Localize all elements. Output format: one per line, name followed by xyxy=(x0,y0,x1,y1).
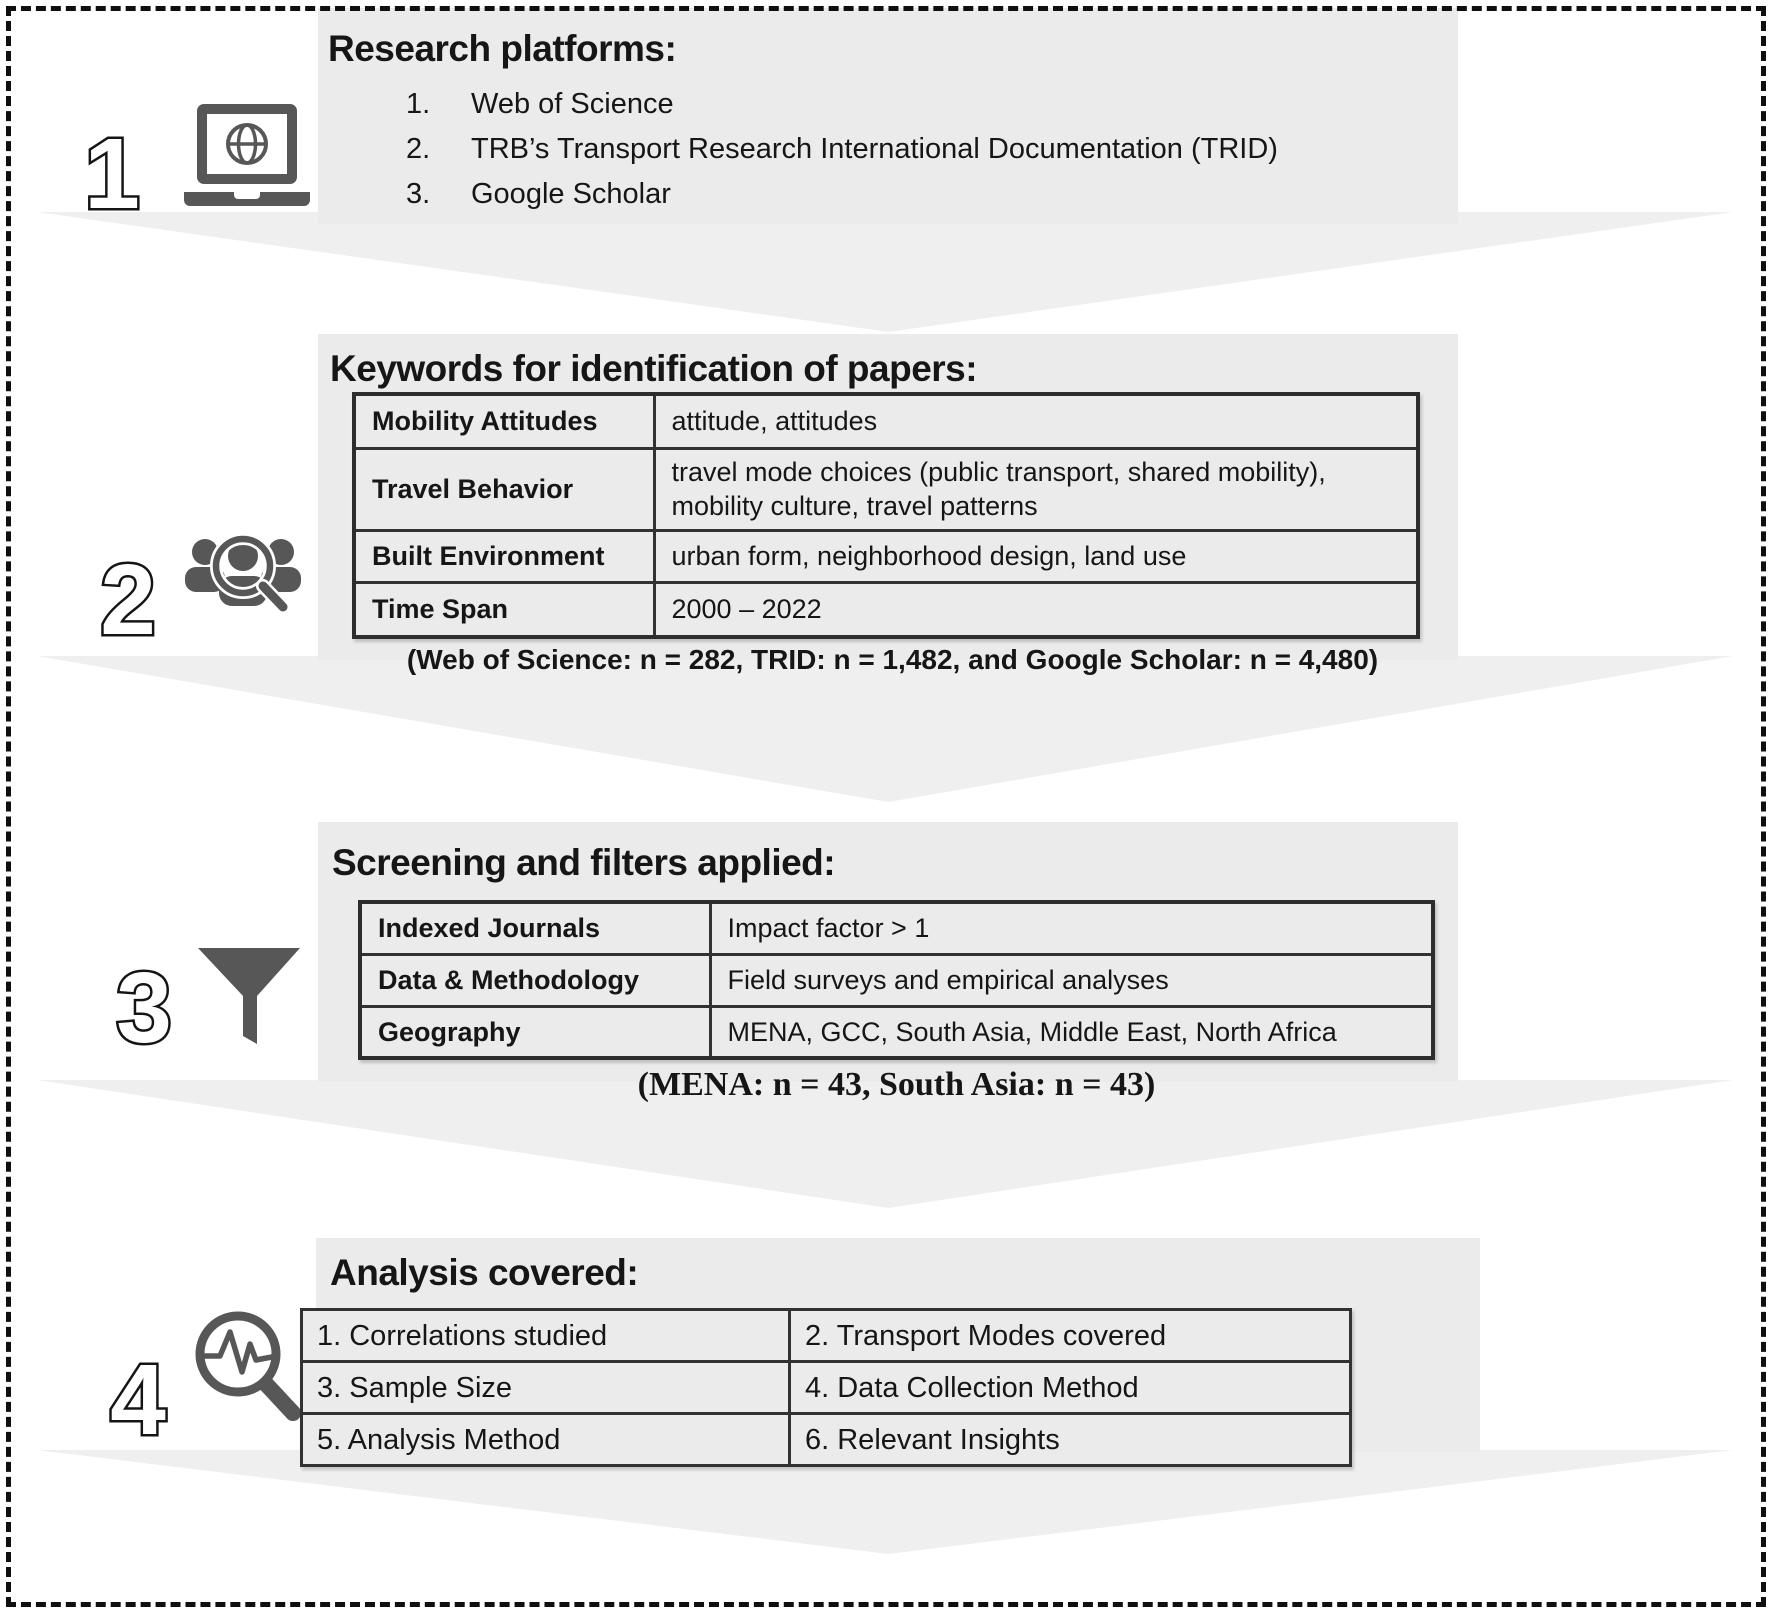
table-row xyxy=(302,1310,1351,1362)
svg-text:4: 4 xyxy=(110,1348,166,1450)
table-cell-label: Mobility Attitudes xyxy=(354,394,654,448)
table-cell: 1. Correlations studied xyxy=(302,1310,790,1362)
laptop-globe-icon xyxy=(184,104,310,214)
screening-result-count-caption: (MENA: n = 43, South Asia: n = 43) xyxy=(637,1066,1156,1103)
table-row xyxy=(354,448,1418,530)
funnel-icon xyxy=(198,948,300,1050)
step-3-number xyxy=(98,956,190,1058)
step-1-number xyxy=(66,122,158,224)
flow-arrow-2 xyxy=(37,656,1733,802)
list-item-marker: 1. xyxy=(406,88,431,120)
table-cell: 4. Data Collection Method xyxy=(790,1362,1351,1414)
svg-text:3: 3 xyxy=(116,956,172,1058)
table-row xyxy=(354,530,1418,582)
table-cell-label: Data & Methodology xyxy=(360,954,710,1006)
table-cell-value: urban form, neighborhood design, land use xyxy=(654,530,1418,582)
table-cell-value: travel mode choices (public transport, shared mobility), mobility culture, travel patterns xyxy=(654,448,1418,530)
list-item-text: TRB’s Transport Research International Documentation (TRID) xyxy=(471,133,1278,165)
list-item xyxy=(388,82,1278,127)
table-row xyxy=(354,394,1418,448)
table-row xyxy=(360,1006,1433,1058)
list-item-marker: 2. xyxy=(406,133,431,165)
flow-arrow-1 xyxy=(37,212,1733,332)
step-4-title: Analysis covered: xyxy=(330,1252,639,1293)
table-cell: 5. Analysis Method xyxy=(302,1414,790,1466)
list-item-marker: 3. xyxy=(406,178,431,210)
table-cell: 2. Transport Modes covered xyxy=(790,1310,1351,1362)
table-cell-value: Impact factor > 1 xyxy=(710,902,1433,954)
list-item xyxy=(388,127,1278,172)
table-row xyxy=(302,1362,1351,1414)
svg-text:2: 2 xyxy=(100,548,156,650)
table-cell: 3. Sample Size xyxy=(302,1362,790,1414)
table-row xyxy=(354,582,1418,637)
table-cell-label: Indexed Journals xyxy=(360,902,710,954)
table-cell: 6. Relevant Insights xyxy=(790,1414,1351,1466)
table-cell-value: MENA, GCC, South Asia, Middle East, North Africa xyxy=(710,1006,1433,1058)
list-item xyxy=(388,172,1278,217)
step-1-title: Research platforms: xyxy=(328,28,677,69)
list-item-text: Google Scholar xyxy=(471,178,671,210)
table-cell-value: Field surveys and empirical analyses xyxy=(710,954,1433,1006)
screening-table xyxy=(358,900,1435,1060)
analysis-table xyxy=(300,1308,1352,1467)
step-1-list xyxy=(388,82,1278,217)
search-result-count-caption: (Web of Science: n = 282, TRID: n = 1,482, and Google Scholar: n = 4,480) xyxy=(406,644,1379,675)
keywords-table xyxy=(352,392,1420,639)
table-row xyxy=(360,902,1433,954)
step-2-number xyxy=(82,548,174,650)
list-item-text: Web of Science xyxy=(471,88,674,120)
table-cell-label: Travel Behavior xyxy=(354,448,654,530)
step-3-title: Screening and filters applied: xyxy=(332,842,836,883)
table-row xyxy=(360,954,1433,1006)
step-4-number xyxy=(92,1348,184,1450)
table-cell-value: 2000 – 2022 xyxy=(654,582,1418,637)
table-cell-label: Built Environment xyxy=(354,530,654,582)
step-2-title: Keywords for identification of papers: xyxy=(330,348,978,389)
people-search-icon xyxy=(176,528,310,628)
table-row xyxy=(302,1414,1351,1466)
table-cell-label: Geography xyxy=(360,1006,710,1058)
magnifier-pulse-icon xyxy=(186,1306,310,1430)
table-cell-label: Time Span xyxy=(354,582,654,637)
svg-text:1: 1 xyxy=(84,122,140,224)
table-cell-value: attitude, attitudes xyxy=(654,394,1418,448)
